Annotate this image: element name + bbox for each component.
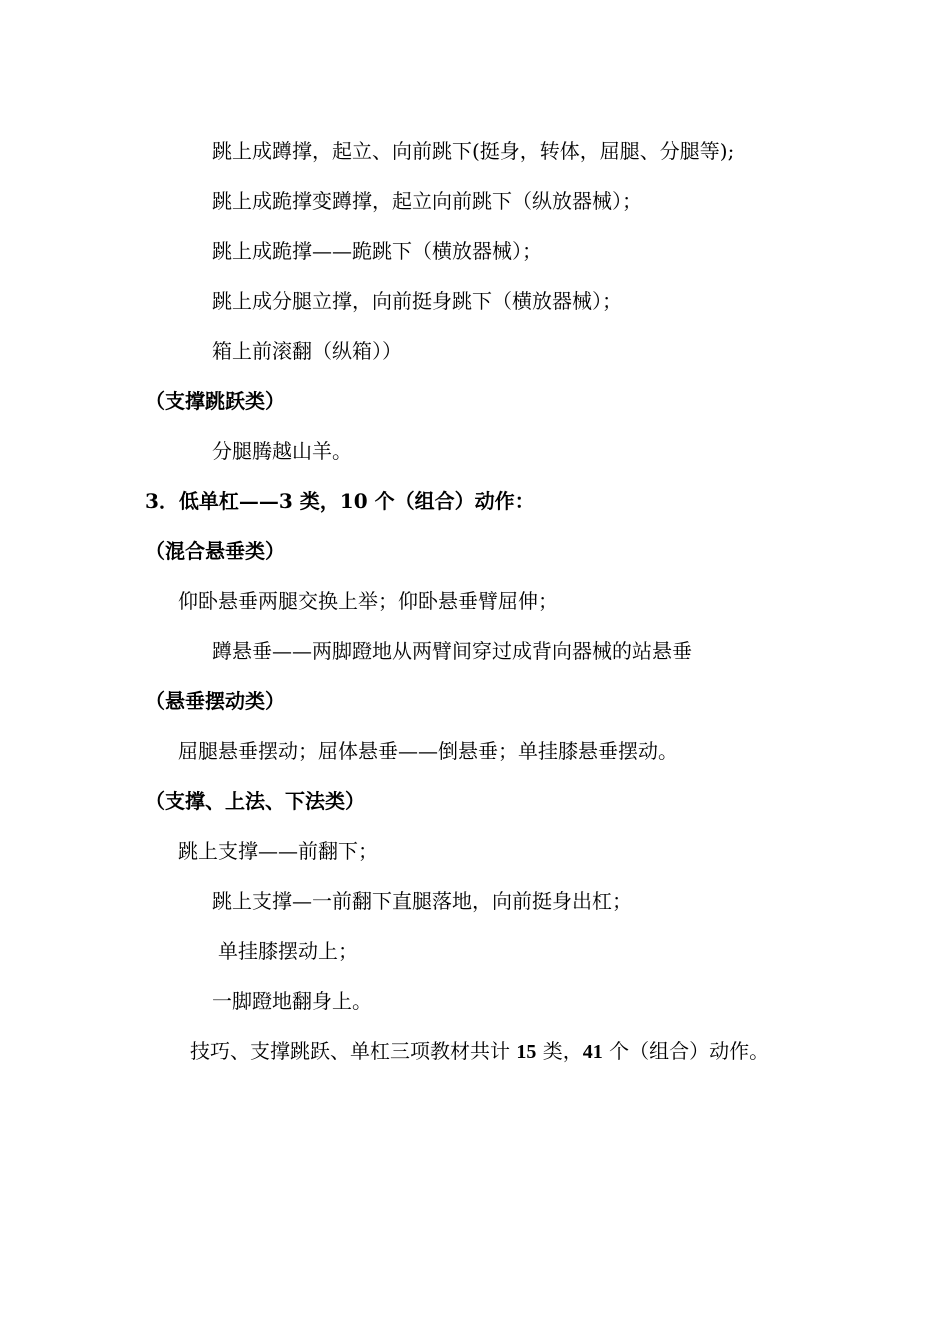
section-heading: （支撑、上法、下法类） (145, 789, 365, 813)
summary-text: 技巧、支撑跳跃、单杠三项教材共计 (190, 1039, 517, 1063)
summary-text: 类， (536, 1039, 583, 1063)
text-line: 跳上成跪撑变蹲撑，起立向前跳下（纵放器械）； (212, 189, 642, 213)
summary-line (190, 1038, 769, 1065)
text-line: 屈腿悬垂摆动；屈体悬垂——倒悬垂；单挂膝悬垂摆动。 (178, 739, 678, 763)
summary-text: 个（组合）动作。 (602, 1039, 770, 1063)
text-line: 仰卧悬垂两腿交换上举；仰卧悬垂臂屈伸； (178, 589, 558, 613)
text-line: 分腿腾越山羊。 (212, 439, 352, 463)
summary-count: 15 (516, 1041, 537, 1063)
section-heading: （混合悬垂类） (145, 539, 285, 563)
section-heading: （悬垂摆动类） (145, 689, 285, 713)
text-line: 跳上成分腿立撑，向前挺身跳下（横放器械）； (212, 289, 622, 313)
text-line: 一脚蹬地翻身上。 (212, 989, 372, 1013)
text-line: 跳上成跪撑——跪跳下（横放器械）； (212, 239, 542, 263)
summary-count: 41 (582, 1041, 603, 1063)
section-heading: （支撑跳跃类） (145, 389, 285, 413)
chapter-heading: 3．低单杠——3 类，10 个（组合）动作： (145, 489, 535, 513)
text-line: 跳上成蹲撑，起立、向前跳下(挺身，转体，屈腿、分腿等); (212, 139, 735, 163)
text-line: 蹲悬垂——两脚蹬地从两臂间穿过成背向器械的站悬垂 (212, 639, 692, 663)
text-line: 单挂膝摆动上； (218, 939, 358, 963)
text-line: 箱上前滚翻（纵箱）） (212, 339, 402, 363)
text-line: 跳上支撑—一前翻下直腿落地，向前挺身出杠； (212, 889, 632, 913)
text-line: 跳上支撑——前翻下； (178, 839, 378, 863)
